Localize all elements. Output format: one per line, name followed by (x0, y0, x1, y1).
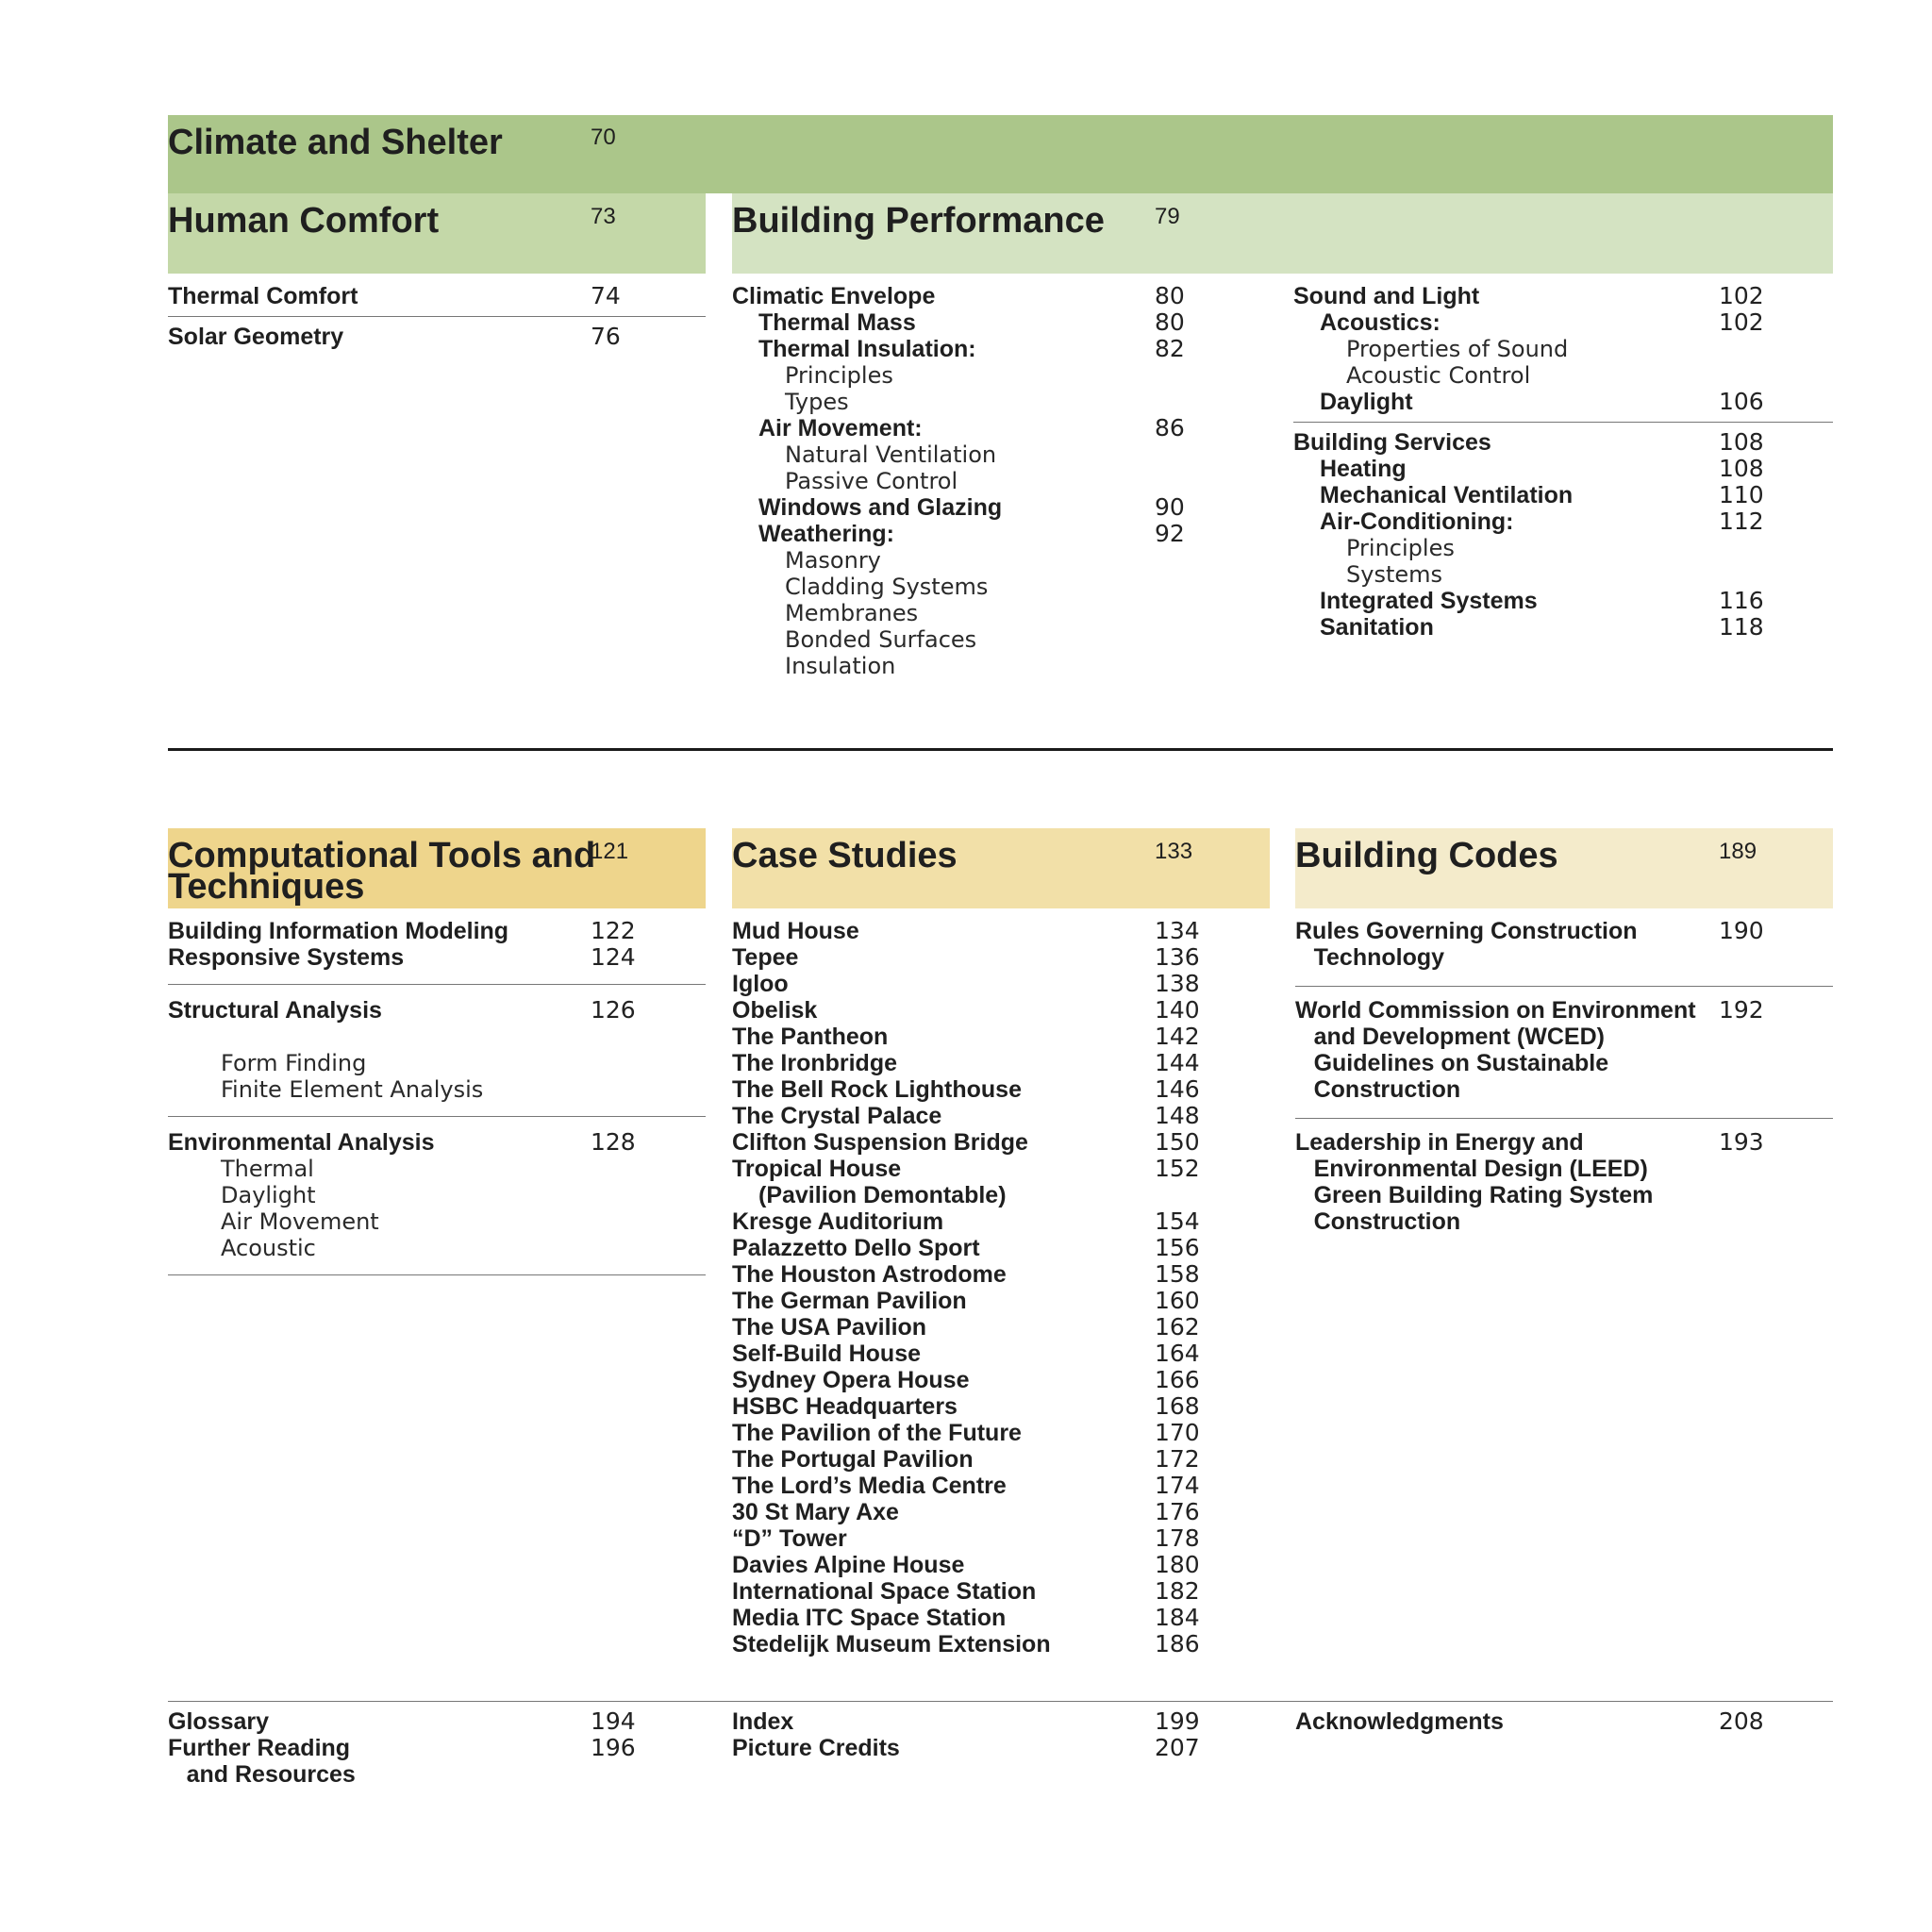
toc-entry: Self-Build House (732, 1341, 922, 1367)
toc-page-number: 178 (1155, 1524, 1200, 1552)
toc-page-number: 134 (1155, 917, 1200, 944)
toc-page-number: 124 (591, 943, 636, 971)
toc-entry: Windows and Glazing (758, 494, 1003, 521)
section-title-computational-line1: Computational Tools and (168, 836, 596, 875)
toc-entry: Environmental Analysis (168, 1129, 435, 1156)
toc-page-number: 160 (1155, 1287, 1200, 1314)
toc-page-number: 82 (1155, 335, 1185, 362)
toc-entry: “D” Tower (732, 1525, 847, 1552)
toc-page-number: 182 (1155, 1577, 1200, 1605)
toc-entry: Principles (785, 362, 893, 389)
section-page-computational: 121 (591, 839, 629, 864)
toc-entry: Natural Ventilation (785, 441, 997, 468)
toc-entry: Principles (1346, 535, 1455, 561)
toc-entry: Tepee (732, 944, 799, 971)
toc-page-number: 76 (591, 323, 621, 350)
toc-entry: Further Reading (168, 1735, 351, 1761)
toc-entry: Kresge Auditorium (732, 1208, 944, 1235)
toc-page-number: 192 (1719, 996, 1764, 1024)
toc-page-number: 186 (1155, 1630, 1200, 1657)
toc-page-number: 80 (1155, 282, 1185, 309)
toc-entry: Sydney Opera House (732, 1367, 970, 1393)
toc-page-number: 110 (1719, 481, 1764, 508)
toc-page-number: 146 (1155, 1075, 1200, 1103)
toc-entry: The USA Pavilion (732, 1314, 927, 1341)
toc-page-number: 108 (1719, 455, 1764, 482)
toc-entry: The Crystal Palace (732, 1103, 942, 1129)
toc-page-number: 136 (1155, 943, 1200, 971)
toc-entry: HSBC Headquarters (732, 1393, 958, 1420)
toc-entry: Climatic Envelope (732, 283, 936, 309)
group-divider (168, 1274, 706, 1275)
group-divider (1293, 422, 1833, 423)
toc-page-number: 150 (1155, 1128, 1200, 1156)
toc-page-number: 118 (1719, 613, 1764, 641)
toc-entry: Air Movement: (758, 415, 923, 441)
toc-entry: The Portugal Pavilion (732, 1446, 974, 1473)
toc-entry: Clifton Suspension Bridge (732, 1129, 1028, 1156)
toc-page-number: 92 (1155, 520, 1185, 547)
toc-entry: Construction (1313, 1208, 1461, 1235)
toc-entry: Daylight (221, 1182, 316, 1208)
toc-entry: Mechanical Ventilation (1320, 482, 1574, 508)
section-page-climate: 70 (591, 125, 616, 150)
toc-entry: Technology (1313, 944, 1445, 971)
toc-entry: Weathering: (758, 521, 894, 547)
toc-entry: (Pavilion Demontable) (758, 1182, 1007, 1208)
toc-entry: Index (732, 1708, 794, 1735)
toc-page-number: 172 (1155, 1445, 1200, 1473)
toc-entry: and Development (WCED) (1313, 1024, 1605, 1050)
section-title-climate: Climate and Shelter (168, 123, 503, 162)
toc-entry: Air Movement (221, 1208, 379, 1235)
section-page-case-studies: 133 (1155, 839, 1193, 864)
toc-entry: Insulation (785, 653, 896, 679)
section-divider (168, 748, 1833, 751)
toc-page-number: 138 (1155, 970, 1200, 997)
toc-entry: Rules Governing Construction (1295, 918, 1638, 944)
toc-entry: Sound and Light (1293, 283, 1480, 309)
toc-page-number: 207 (1155, 1734, 1200, 1761)
toc-page-number: 180 (1155, 1551, 1200, 1578)
toc-entry: Media ITC Space Station (732, 1605, 1007, 1631)
section-title-case-studies: Case Studies (732, 836, 958, 875)
toc-entry: Guidelines on Sustainable (1313, 1050, 1609, 1076)
toc-entry: The Houston Astrodome (732, 1261, 1007, 1288)
toc-entry: Obelisk (732, 997, 818, 1024)
toc-page-number: 102 (1719, 282, 1764, 309)
toc-page-number: 168 (1155, 1392, 1200, 1420)
toc-page-number: 208 (1719, 1707, 1764, 1735)
group-divider (168, 316, 706, 317)
section-title-human-comfort: Human Comfort (168, 201, 440, 241)
toc-page-number: 164 (1155, 1340, 1200, 1367)
toc-entry: Solar Geometry (168, 324, 344, 350)
toc-page-number: 152 (1155, 1155, 1200, 1182)
toc-page-number: 190 (1719, 917, 1764, 944)
toc-page-number: 112 (1719, 508, 1764, 535)
toc-entry: Thermal Comfort (168, 283, 358, 309)
toc-entry: Bonded Surfaces (785, 626, 977, 653)
group-divider (1295, 1118, 1833, 1119)
section-title-codes: Building Codes (1295, 836, 1558, 875)
toc-entry: Mud House (732, 918, 859, 944)
toc-page-number: 199 (1155, 1707, 1200, 1735)
toc-page-number: 166 (1155, 1366, 1200, 1393)
toc-entry: International Space Station (732, 1578, 1037, 1605)
toc-entry: Daylight (1320, 389, 1413, 415)
toc-entry: The Bell Rock Lighthouse (732, 1076, 1022, 1103)
toc-entry: Thermal Mass (758, 309, 916, 336)
group-divider (1295, 986, 1833, 987)
toc-page-number: 86 (1155, 414, 1185, 441)
toc-entry: Sanitation (1320, 614, 1434, 641)
toc-entry: Types (785, 389, 849, 415)
toc-entry: The Pantheon (732, 1024, 889, 1050)
toc-entry: Green Building Rating System (1313, 1182, 1654, 1208)
toc-entry: Thermal Insulation: (758, 336, 976, 362)
toc-entry: Building Services (1293, 429, 1491, 456)
toc-page-number: 106 (1719, 388, 1764, 415)
toc-entry: The Ironbridge (732, 1050, 897, 1076)
toc-page-number: 184 (1155, 1604, 1200, 1631)
toc-page-number: 144 (1155, 1049, 1200, 1076)
toc-page-number: 108 (1719, 428, 1764, 456)
toc-entry: Leadership in Energy and (1295, 1129, 1584, 1156)
group-divider (168, 984, 706, 985)
section-page-human-comfort: 73 (591, 204, 616, 229)
toc-page-number: 80 (1155, 308, 1185, 336)
toc-page-number: 142 (1155, 1023, 1200, 1050)
toc-page-number: 196 (591, 1734, 636, 1761)
toc-entry: Acoustics: (1320, 309, 1441, 336)
toc-page-number: 194 (591, 1707, 636, 1735)
toc-entry: Finite Element Analysis (221, 1076, 484, 1103)
toc-page-number: 158 (1155, 1260, 1200, 1288)
toc-page-number: 174 (1155, 1472, 1200, 1499)
toc-entry: Thermal (221, 1156, 314, 1182)
toc-entry: Membranes (785, 600, 919, 626)
toc-entry: Igloo (732, 971, 789, 997)
toc-entry: Acknowledgments (1295, 1708, 1504, 1735)
toc-page-number: 122 (591, 917, 636, 944)
toc-page-number: 148 (1155, 1102, 1200, 1129)
toc-page-number: 140 (1155, 996, 1200, 1024)
toc-page-number: 126 (591, 996, 636, 1024)
toc-page-number: 176 (1155, 1498, 1200, 1525)
toc-entry: Cladding Systems (785, 574, 989, 600)
toc-entry: Davies Alpine House (732, 1552, 965, 1578)
toc-entry: Glossary (168, 1708, 270, 1735)
section-title-computational-line2: Techniques (168, 867, 365, 907)
toc-entry: Structural Analysis (168, 997, 382, 1024)
toc-page-number: 116 (1719, 587, 1764, 614)
toc-entry: Properties of Sound (1346, 336, 1569, 362)
toc-page-number: 162 (1155, 1313, 1200, 1341)
toc-entry: Form Finding (221, 1050, 367, 1076)
toc-page-number: 156 (1155, 1234, 1200, 1261)
toc-entry: Heating (1320, 456, 1407, 482)
toc-page-number: 90 (1155, 493, 1185, 521)
toc-entry: 30 St Mary Axe (732, 1499, 899, 1525)
toc-entry: Systems (1346, 561, 1442, 588)
toc-entry: Integrated Systems (1320, 588, 1538, 614)
group-divider (168, 1116, 706, 1117)
toc-page-number: 170 (1155, 1419, 1200, 1446)
end-matter-divider (168, 1701, 1833, 1702)
toc-entry: Environmental Design (LEED) (1313, 1156, 1648, 1182)
toc-entry: Masonry (785, 547, 881, 574)
toc-page-number: 128 (591, 1128, 636, 1156)
toc-entry: Palazzetto Dello Sport (732, 1235, 980, 1261)
toc-entry: Responsive Systems (168, 944, 405, 971)
section-page-codes: 189 (1719, 839, 1757, 864)
toc-entry: Construction (1313, 1076, 1461, 1103)
section-page-building-performance: 79 (1155, 204, 1180, 229)
toc-entry: Passive Control (785, 468, 958, 494)
toc-page-number: 74 (591, 282, 621, 309)
toc-entry: Stedelijk Museum Extension (732, 1631, 1051, 1657)
toc-entry: Tropical House (732, 1156, 902, 1182)
toc-entry: Air-Conditioning: (1320, 508, 1514, 535)
toc-entry: Building Information Modeling (168, 918, 509, 944)
toc-entry: World Commission on Environment (1295, 997, 1696, 1024)
toc-entry: Picture Credits (732, 1735, 900, 1761)
toc-entry: Acoustic Control (1346, 362, 1531, 389)
section-title-building-performance: Building Performance (732, 201, 1105, 241)
toc-entry: The Pavilion of the Future (732, 1420, 1022, 1446)
toc-entry: The Lord’s Media Centre (732, 1473, 1007, 1499)
toc-entry: The German Pavilion (732, 1288, 967, 1314)
toc-page-number: 193 (1719, 1128, 1764, 1156)
toc-page-number: 154 (1155, 1208, 1200, 1235)
toc-page-number: 102 (1719, 308, 1764, 336)
toc-entry: and Resources (186, 1761, 356, 1788)
toc-entry: Acoustic (221, 1235, 316, 1261)
